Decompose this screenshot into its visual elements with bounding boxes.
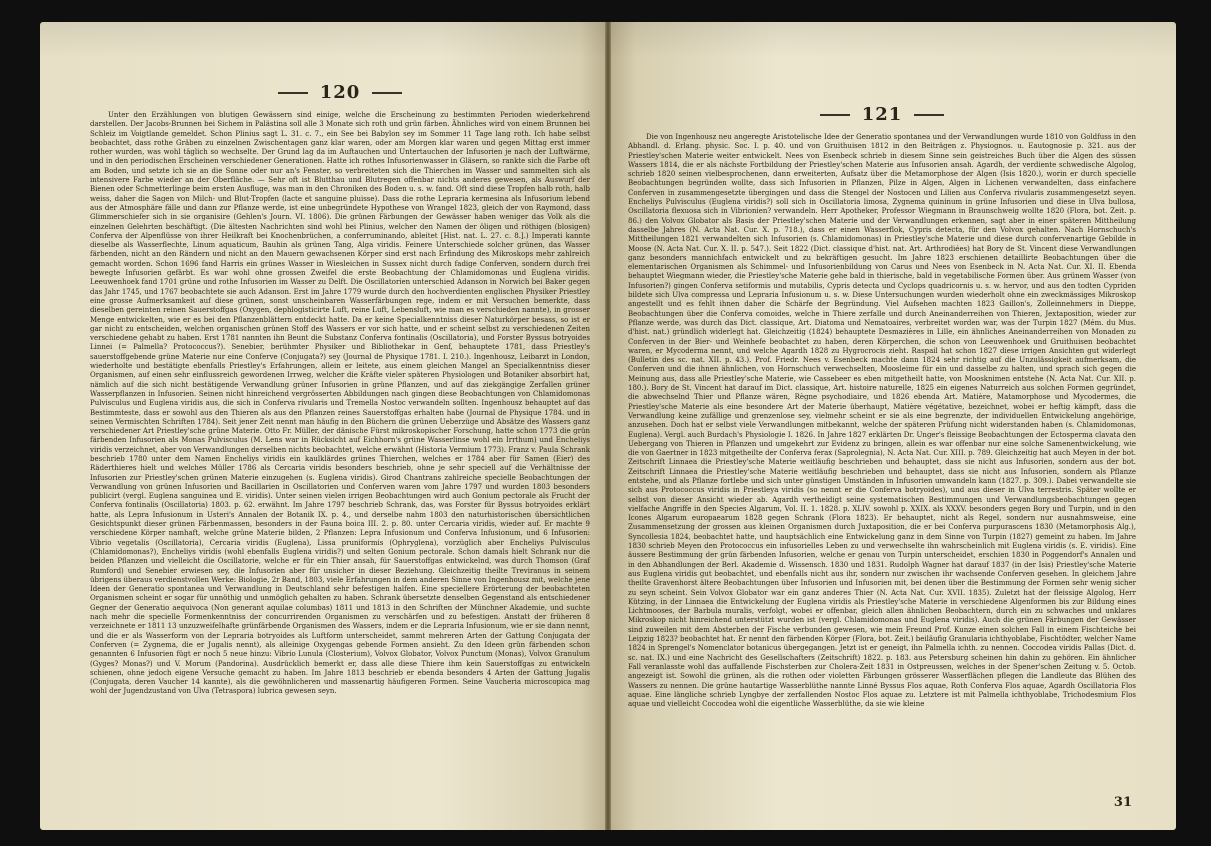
header-rule [914,114,944,116]
paragraph: Unter den Erzählungen von blutigen Gewässern sind einige, welche die Erscheinung zu bestimmten Perioden wiederkehrend darstellen. Der Jacobs-Brunnen bei Sichem in Palästina soll alle 3 Monate sich roth und grün färben. Ähnliches wird von einem Brunnen bei Schleiz im Voigtlande gemeldet. Schon Plinius sagt L. 31. c. 7., ein See bei Babylon sey im Sommer 11 Tage lang roth. Ich habe selbst beobachtet, dass rothe Gräben zu einzelnen Zwischentagen ganz klar waren, oder am Morgen klar waren und gegen Mittag erst immer rother wurden, was wohl täglich so wechselte. Der Grund lag da im Auftauchen und Untertauchen der Infusorien je nach der Luftwärme, und in den periodischen Erscheinen verschiedener Generationen. Hatte ich rothes Infusorienwasser in Gläsern, so rankte sich die Farbe oft am Boden, und setzte ich sie an die Sonne oder nur an's Fenster, so verbreiteten sich die Thierchen im Wasser und sammelten sich als intensivere Farbe wieder an der Oberfläche. — Sehr oft ist Blutthau und Blutregen offenbar nichts anderes gewesen, als Auswurf der Bienen oder Schmetterlinge beim ersten Ausfluge, was man in den Chroniken des Boden u. s. w. fand. Oft sind diese Tropfen halb roth, halb weiss, daher die Sagen von Milch- und Blut-Tropfen (lacte et sanguine pluisse). Dass die rothe Lepraria kermesina als Infusorium lebend aus der Atmosphäre fälle und dann zur Pflanze werde, ist eine unbegründete Hypothese von Wrangel 1823, gleich der von Raymond, dass Glimmerschiefer sich in sie organisire (Gehlen's Journ. VI. 1806). Die grünen Färbungen der Gewässer haben weniger das Volk als die einzelnen Gelehrten beschäftigt. (Die ältesten Nachrichten sind wohl bei Plinius, welcher den Namen der öligen und röthigen (blosigen) Conferva der Alpenflüsse von ihrer Heilkraft bei Knochenbrüchen, a conferruminando, ableitet [Hist. nat. L. 27. c. 8.].) Imperati kannte dieselbe als Wasserflechte, Linum aquaticum, Bauhin als grünen Tang, Alga viridis. Feinere Unterschiede solcher grünen, das Wasser färbenden, nicht an den Rändern und nicht an den Mauern gewachsenen Körper sind erst nach Erfindung des Mikroskops mehr zahlreich gemacht worden. Schon 1696 fand Harris ein grünes Wasser in Wiesleichen in Sussex nicht durch fadige Conferven, sondern durch frei bewegte Infusorien gefärbt. Es war wohl ohne grossen Zweifel die erste Beobachtung der Chlamidomonas und Euglena viridis. Leeuwenhoek fand 1701 grüne und rothe Infusorien im Wasser zu Delft. Die Oscillatorien unterschied Adanson in Norwich bei Baker gegen das Jahr 1745, und 1767 beobachtete sie auch Adanson. Erst im Jahre 1779 wurde durch den hochverdienten englischen Physiker Priestley eine grosse Aufmerksamkeit auf diese grünen, sonst unscheinbaren Wasserfärbungen rege, indem er mit Versuchen bemerkte, dass dieselben gereinten reinen Sauerstoffgas (Oxygen, dephlogisticirte Luft, reine Luft, Lebensluft, wie man es verschieden nannte), in grosser Menge entwickelten, wie er es bei den Pflanzenblättern entdeckt hatte. Da er keine Specialkenntniss dieser Naturkörper besass, so ist er gar nicht zu entscheiden, welchen organischen grünen Stoff des Wassers er vor sich hatte, und er scheint selbst zu verschiedenen Zeiten verschiedene gehabt zu haben. Erst 1781 nannten ihn Beunt die Substanz Conferva fontinalis (Oscillatoria), und Forster Byssus botryoides Linnei (= Palmella? Protococcus?). Senebier, berühmter Physiker und Bibliothekar in Genf, behauptete 1781, dass Priestley's sauerstoffgebende grüne Materie nur eine Conferve (Conjugata?) sey (Journal de Physique 1781. I. 210.). Ingenhousz, Leibarzt in London, wiederholte und bestätigte ebenfalls Priestley's Erfahrungen, allein er leitete, aus einem gleichen Mangel an Specialkenntniss dieser Organismen, auf einen sehr einflussreich gewordenen Irrweg, welcher die Kräfte vieler späteren Physiologen und Botaniker absorbirt hat, nämlich auf die sich nicht bestätigende Verwandlung grüner Infusorien in grüne Pflanzen, und auf das ziekgängige Zerfallen grüner Wasserpflanzen in Infusorien. Seinen nicht hinreichend vergrösserten Abbildungen nach gingen diese Beobachtungen von Chlamidomonas Pulvisculus und Euglena viridis aus, die sich in Conferva rivularis und Tremella Nostoc verwandeln sollten. Ingenhousz behauptet auf das Bestimmteste, dass er sowohl aus den Thieren als aus den Pflanzen reines Sauerstoffgas erhalten habe (Journal de Physique 1784. und in seinen Vermischten Schriften 1784). Seit jener Zeit nennt man häufig in den Büchern die grünen Ueberzüge und Absätze des Wassers ganz verschiedener Art Priestley'sche grüne Materie. Otto Fr. Müller, der dänische Fürst mikroskopischer Forschung, hatte schon 1773 die grün färbenden Infusorien als Monas Pulvisculus (M. Lens war in Rücksicht auf Eichhorn's grüne Wasserlinse wohl ein Irrthum) und Encheliys viridis verzeichnet, aber von Verwandlungen derselben nichts beobachtet, welche erwähnt (Historia Vermium 1773). Franz v. Paula Schrank beschrieb 1780 unter dem Namen Encheliys viridis ein kaulklärdes grünes Thierchen, welches er 1784 aber für Samen (Eier) des Räderthieres hielt und welches Müller 1786 als Cercaria viridis besonders beschrieb, ohne je sehr speciell auf die Verhältnisse der Infusorien zur Priestley'schen grünen Materie einzugehen (s. Euglena viridis). Girod Chantrans zahlreiche specielle Beobachtungen der Verwandlung von grünen Infusorien und Bacillarien in Oscillatorien und Conferven waren vom Jahre 1797 und wurden 1803 besonders publicirt (vergl. Euglena sanguinea und E. viridis). Unter seinen vielen irrigen Beobachtungen wird auch Gonium pectorale als Frucht der Conferva fontinalis (Oscillatoria) 1803. p. 62. erwähnt. Im Jahre 1797 beschrieb Schrank, das, was Forster für Byssus botryoides erklärt hatte, als Lepra Infusionum in Usteri's Annalen der Botanik IX. p. 4., und derselbe nahm 1803 den naturhistorischen übersichtlichen Gesichtspunkt dieser grünen Färbenmassen, besonders in der Fauna boica III. 2. p. 80. unter Cercaria viridis, wieder auf. Er machte 9 verschiedene Körper namhaft, welche grüne Materie bilden, 2 Pflanzen: Lepra Infusionum und Conferva Infusionum, und 6 Infusorien: Vibrio vegetalis (Oscillatoria), Cercaria viridis (Euglena), Lissa pruniformis (Ophryglena), vorzüglich aber Encheliys Pulvisculus (Chlamidomonas?), Encheliys viridis (wohl ebenfalls Euglena viridis?) und selten Gonium pectorale. Schon damals hielt Schrank nur die beiden Pflanzen und vielleicht die Oscillatorie, welche er für ein Thier ansah, für Sauerstoffgas entwickelnd, was durch Thomson (Graf Rumford) und Senebier erwiesen sey, die Infusorien aber für unsicher in dieser Beziehung. Gleichzeitig theilte Treviranus in seinem übrigens überaus verdienstvollen Werke: Biologie, 2r Band, 1803, viele Erfahrungen in dem anderen Sinne von Ingenhousz mit, welche jene Ideen der Generatio spontanea und Verwandlung in Deutschland sehr befestigen halfen. Eine speciellere Erörterung der beobachteten Organismen scheint er sogar für unnöthig und unmöglich gehalten zu haben. Schrank übersetzte denselben Gegenstand als entschiedener Gegner der Generatio aequivoca (Non generant aquilae columbas) 1811 und 1813 in den Schriften der Münchner Akademie, und suchte nach mehr die specielle Formenkenntniss der concurrirenden Organismen zu verschärfen und zu befestigen. Anstatt der früheren 8 verzeichnete er 1811 13 unzuzweifelhafte grünfärbende Organismen des Wassers, indem er die Lepraria Infusionum, wie er sie dann nennt, und die er als Wasserform von der Lepraria botryoides als Luftform unterscheidet, sammt mehreren Arten der Gattung Conjugata der Conferven (= Zygnema, die er Jugalis nennt), als alleinige Oxygengas gebende Formen ansieht. Zu den Ideen grün färbenden schon genannten 6 Infusorien fügt er noch 5 neue hinzu: Vibrio Lunula (Closterium), Volvox Globator, Volvox Punctum (Monas), Volvox Granulum (Gyges? Monas?) und V. Morum (Pandorina). Ausdrücklich bemerkt er, dass alle diese Thiere ihm kein Sauerstoffgas zu entwickeln schienen, ohne jedoch eigene Versuche gemacht zu haben. Im Jahre 1813 beschrieb er ebenda besonders 4 Arten der Gattung Jugalis (Conjugata, deren Vaucher 14 kannte), als die gewöhnlicheren und massenartig häufigeren Formen. Seine Vaucheria microscopica mag wohl der Jugendzustand von Ulva (Tetraspora) lubrica gewesen seyn. [90,111,590,696]
header-rule [820,114,850,116]
page-shadow [608,22,1176,58]
page-header-right [628,104,1136,125]
page-shadow [40,22,608,58]
book-spread [40,22,1176,830]
book-gutter [605,22,611,830]
header-rule [278,92,308,94]
page-number: 120 [319,82,361,103]
right-page [608,22,1176,830]
page-number: 121 [861,104,903,125]
signature-mark: 31 [1113,795,1132,810]
header-rule [372,92,402,94]
page-header-left [90,82,590,103]
left-page [40,22,608,830]
right-body-text [628,133,1136,709]
left-body-text [90,111,590,697]
paragraph: Die von Ingenhousz neu angeregte Aristotelische Idee der Generatio spontanea und der Verwandlungen wurde 1810 von Goldfuss in den Abhandl. d. Erlang. physic. Soc. I. p. 40. und von Gruithuisen 1812 in den Beiträgen z. Physiognos. u. Eautognosie p. 321. aus der Priestley'schen Materie weiter entwickelt. Nees von Esenbeck schrieb in diesem Sinne sein geistreiches Buch über die Algen des süssen Wassers 1814, die er als nächste Fortbildung der Priestley'schen Materie aus Infusorien ansah. Agardh, der verdiente schwedische Algolog, schrieb 1820 seinen vielbesprochenen, dann erweiterten, Aufsatz über die Metamorphose der Algen (Isis 1820.), worin er durch specielle Beobachtungen begründen wollte, dass sich Infusorien in Pflanzen, Pilze in Algen, Algen in Lichenen verwandelten, dass einfachere Conferven in zusammengesetzte übergingen und dass die Stengel der Nostocen und Lilien aus Conferva rivularis zusammengesetzt seyen. Encheliys Pulvisculus (Euglena viridis?) soll sich in Oscillatoria limosa, Zygnema quininum in grüne Infusorien und diese in Ulva bullosa, Oscillatoria flexuosa sich in Vibrionien? verwandeln. Herr Apotheker, Professor Wiegmann in Braunschweig wollte 1820 (Flora, bot. Zeit. p. 86.) den Volvox Globator als Basis der Priestley'schen Materie und der Verwandlungen erkennen, sagt aber in einer späteren Mittheilung dasselbe Jahres (N. Acta Nat. Cur. X. p. 718.), dass er einen Wasserflok, Cypris detecta, für den Volvox gehalten. Nach Hornschuch's Mittheilungen 1821 verwandelten sich Infusorien (s. Chlamidomonas) in Priestley'sche Materie und diese durch confervenartige Gebilde in Moose (N. Acta Nat. Cur. X. II. p. 547.). Seit 1822 (Dict. classique d'hist. nat. Art. Arthrodiées) hat Bory de St. Vincent diese Verwandlungen ganz besonders mannichfach entwickelt und zu bekräftigen gesucht. Im Jahre 1823 erschienen detaillirte Beobachtungen über die elementarischen Organismen als Schimmel- und Infusorienbildung von Carus und Nees von Esenbeck in N. Acta Nat. Cur. XI. II. Ebenda behauptet Wiegmann wieder, die Priestley'sche Materie gehe bald in thierische, bald in vegetabilische Formen über. Aus grünem Wasser (von Infusorien?) gingen Conferva setiformis und mutabilis, Cypris detecta und Cyclops quadricornis u. s. w. hervor, und aus den todten Cypriden bildete sich Ulva compressa und Lepraria Infusionum u. s. w. Diese Untersuchungen wurden wiederholt ohne ein zweckmässiges Mikroskop angestellt und es fehlt ihnen daher die Schärfe der Begründung. Viel Aufsehen machten 1823 Gaillon's, Zolleinnehmers in Dieppe, Beobachtungen über die Conferva comoides, welche in Thiere zerfalle und durch Aneinanderreihen von Thieren, Jextaposition, wieder zur Pflanze werde, was durch das Dict. classique, Art. Diatoma und Nematoaires, verbreitet worden war, was der Turpin 1827 (Mém. du Mus. d'hist. nat.) gründlich widerlegt hat. Gleichzeitig (1824) behauptete Desmazières in Lille, ein ähnliches Aneinanderreihen von Monaden zu Conferven in der Bier- und Weinhefe beobachtet zu haben, deren Körperchen, die schon von Leeuwenhoek und Gruithuisen beobachtet waren, er Mycoderma nennt, und welche Agardh 1828 zu Hygrocrocis zieht. Raspail hat schon 1827 diese irrigen Ansichten gut widerlegt (Bulletin des sc. nat. XII. p. 43.). Prof. Friedr. Nees v. Esenbeck machte dann 1824 sehr richtig auf die Unzulässigkeit aufmerksam, die Conferven und die ihnen ähnlichen, von Hornschuch verwechselten, Moosleime für ein und dasselbe zu halten, und sprach sich gegen die Meinung aus, dass alle Priestley'sche Materie, wie Cassebeer es eben mitgetheilt hatte, von Moosknimen entstehe (N. Acta Nat. Cur. XII. p. 180.). Bory de St. Vincent hat darauf im Dict. classique, Art. histoire naturelle, 1825 ein eigenes Naturreich aus solchen Formen gegründet, die abwechselnd Thier und Pflanze wären, Règne psychodiaire, und 1826 ebenda Art. Matière, Matamorphose und Mycodermes, die Priestley'sche Materie als eine besondere Art der Materie überhaupt, Matière végétative, bezeichnet, wobei er heftig kämpft, dass die Verwandlung keine zufällige und grenzenlose sey, vielmehr scheint er sie als eine begrenzte, der individuellen Entwickelung angehörige, anzusehen. Doch hat er selbst viele Verwandlungen mitbekannt, welche der späteren Prüfung nicht widerstanden haben (s. Chlamidomonas, Euglena). Vergl. auch Burdach's Physiologie I. 1826. In Jahre 1827 erklärten Dr. Unger's fleissige Beobachtungen der Ectosperma clavata den Uebergang von Thieren in Pflanzen und umgekehrt zur Evidenz zu bringen, allein es war offenbar nur eine solche Samenentwickelung, wie die von Gaertner in 1823 mitgetheilte der Conferva ferax (Saprolegnia), N. Acta Nat. Cur. XIII. p. 789. Gleichzeitig hat auch Meyen in der bot. Zeitschrift Linnaea die Priestley'sche Materie weitläufig beschrieben und behauptet, dass sie nicht aus Infusorien, sondern aus der bot. Zeitschrift Linnaea die Priestley'sche Materie weitläufig beschrieben und behauptet, dass sie nicht aus Infusorien, sondern als Pflanze entstehe, und als Pflanze fortlebe und sich unter günstigen Umständen in Infusorien umwandeln kann (1827. p. 309.). Dabei verwandelte sie sich aus Protococcus viridis in Priestleya viridis (so nennt er die Conferva botryoides), und aus dieser in Ulva terrestris. Später wollte er selbst von dieser Ansicht wieder ab. Agardh vertheidigt seine systematischen Bestimmungen und Verwandlungsbeobachtungen gegen vielfache Angriffe in den Species Algarum, Vol. II. 1. 1828. p. XLIV. sowohl p. XXIX. als XXXV. besonders gegen Bory und Turpin, und in den Icones Algarum europaearum 1828 gegen Schrank (Flora 1823). Er behauptet, nicht als Regel, sondern nur ausnahmsweise, eine Zusammensetzung der grossen aus kleinen Organismen durch Juxtaposition, die er bei Conferva purpurascens 1830 (Metamorphosis Alg.), Syncollesia 1824, beobachtet hatte, und hauptsächlich eine Entwickelung ganz in dem Sinne von Turpin (1827) gemeint zu haben. Im Jahre 1830 schrieb Meyen den Protococcus ein infusorielles Leben zu und verwechselte ihn wahrscheinlich mit Euglena viridis (s. E. viridis). Eine äussere Bestimmung der grün färbenden Infusorien, welche er genau von Turpin unterscheidet, erschien 1830 in Poggendorf's Annalen und in den Abhandlungen der Berl. Akademie d. Wissensch. 1830 und 1831. Rudolph Wagner hat darauf 1837 (in der Isis) Priestley'sche Materie aus Euglena viridis gut beobachtet, und ebenfalls nicht aus ihr, sondern nur zwischen ihr wachsende Conferven gesehen. In gleichem Jahre theilte Gravenhorst ältere Beobachtungen über Infusorien und Infusorien mit, bei denen über die Bestimmung der Formen sehr wenig sicher zu seyn scheint. Sein Volvox Globator war ein ganz anderes Thier (N. Acta Nat. Cur. XVII. 1835). Zuletzt hat der fleissige Algolog, Herr Kützing, in der Linnaea die Entwickelung der Euglena viridis als Priestley'sche Materie in verschiedene Algenformen bis zur Bildung eines Lichtmooses, der Barbula muralis, verfolgt, wobei er offenbar, gleich allen ähnlichen Beobachtern, durch ein zu schwaches und unklares Mikroskop nicht hinreichend unterstützt wurden ist (vergl. Chlamidomonas und Euglena viridis). Auch die grünen Färbungen der Gewässer sind zuweilen mit dem Absterben der Fische verbunden gewesen, wie mein Freund Prof. Kunze einen solchen Fall in einem Fischteiche bei Leipzig 1823? beobachtet hat. Er nennt den färbenden Körper (Flora, bot. Zeit.) beiläufig Granularia ichthyoblabe, Fischtödter, welcher Name 1824 in Sprengel's Nomenclator botanicus übergegangen. Jetzt ist er geneigt, ihn Palmella ichth. zu nennen. Coccodea viridis Pallas (Dict. d. sc. nat. IX.) und eine Nachricht des Gesellschafters (Zeitschrift) 1822. p. 183. aus Petersburg scheinen hin dahin zu gehören. Ein ähnlicher Fall veranlasste wohl das auffallende Fischsterben zur Cholera-Zeit 1831 in Ostpreussen, welches in der Spener'schen Zeitung v. 5. Octob. angezeigt ist. Sowohl die grünen, als die rothen oder violetten Färbungen grösserer Wasserflächen pflegen die Landleute das Blühen des Wassers zu nennen. Die grüne hautartige Wasserblüthe nannte Linné Byssus Flos aquae, Roth Conferva Flos aquae, Agardh Oscillatoria Flos aquae. Eine längliche schrieb Lyngbye der zerfallenden Nostoc Flos aquae zu. Letztere ist mit Palmella ichthyoblabe, Trichodesmium Flos aquae und vielleicht Coccodea wohl die eigentliche Wasserblüthe, da sie wie kleine [628,133,1136,709]
